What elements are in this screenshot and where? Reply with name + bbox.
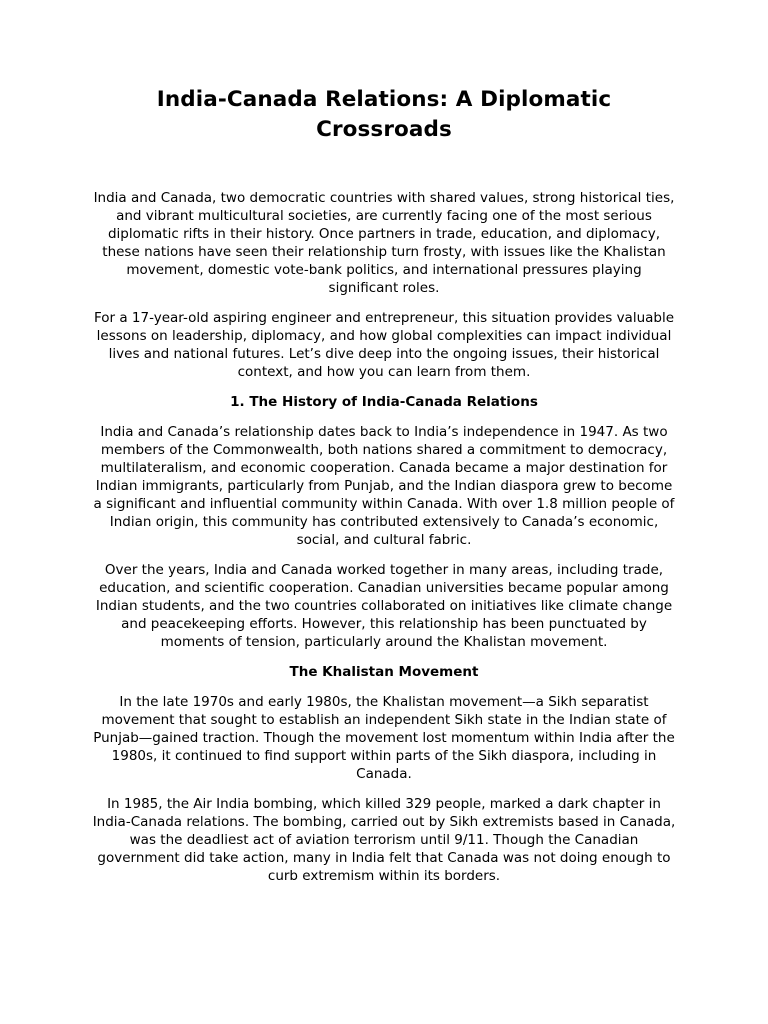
khalistan-paragraph-2: In 1985, the Air India bombing, which killed 329 people, marked a dark chapter in India-Canada relations. The bombing, carried out by Sikh extremists based in Canada, was the deadliest act of aviation terrorism until 9/11. Though the Canadian government did take action, many in India felt that Canada was not doing enough to curb extremism within its borders. (92, 796, 676, 884)
history-paragraph-1: India and Canada’s relationship dates back to India’s independence in 1947. As two members of the Commonwealth, both nations shared a commitment to democracy, multilateralism, and economic cooperation. Canada became a major destination for Indian immigrants, particularly from Punjab, and the Indian diaspora grew to become a significant and influential community within Canada. With over 1.8 million people of Indian origin, this community has contributed extensively to Canada’s economic, social, and cultural fabric. (93, 424, 675, 548)
document-title: India-Canada Relations: A Diplomatic Crossroads (156, 87, 612, 142)
intro-paragraph-1: India and Canada, two democratic countries with shared values, strong historical ties, and vibrant multicultural societies, are currently facing one of the most serious diplomatic rifts in their history. Once partners in trade, education, and diplomacy, these nations have seen their relationship turn frosty, with issues like the Khalistan movement, domestic vote-bank politics, and international pressures playing significant roles. (93, 190, 675, 296)
section-heading-history: 1. The History of India-Canada Relations (230, 394, 538, 410)
section-heading-khalistan: The Khalistan Movement (289, 664, 479, 680)
document-page (90, 85, 678, 897)
intro-paragraph-2: For a 17-year-old aspiring engineer and entrepreneur, this situation provides valuable lessons on leadership, diplomacy, and how global complexities can impact individual lives and national futures. Let’s dive deep into the ongoing issues, their historical context, and how you can learn from them. (93, 310, 675, 380)
history-paragraph-2: Over the years, India and Canada worked together in many areas, including trade, education, and scientific cooperation. Canadian universities became popular among Indian students, and the two countries collaborated on initiatives like climate change and peacekeeping efforts. However, this relationship has been punctuated by moments of tension, particularly around the Khalistan movement. (95, 562, 673, 650)
khalistan-paragraph-1: In the late 1970s and early 1980s, the Khalistan movement—a Sikh separatist movement that sought to establish an independent Sikh state in the Indian state of Punjab—gained traction. Though the movement lost momentum within India after the 1980s, it continued to find support within parts of the Sikh diaspora, including in Canada. (93, 694, 675, 782)
